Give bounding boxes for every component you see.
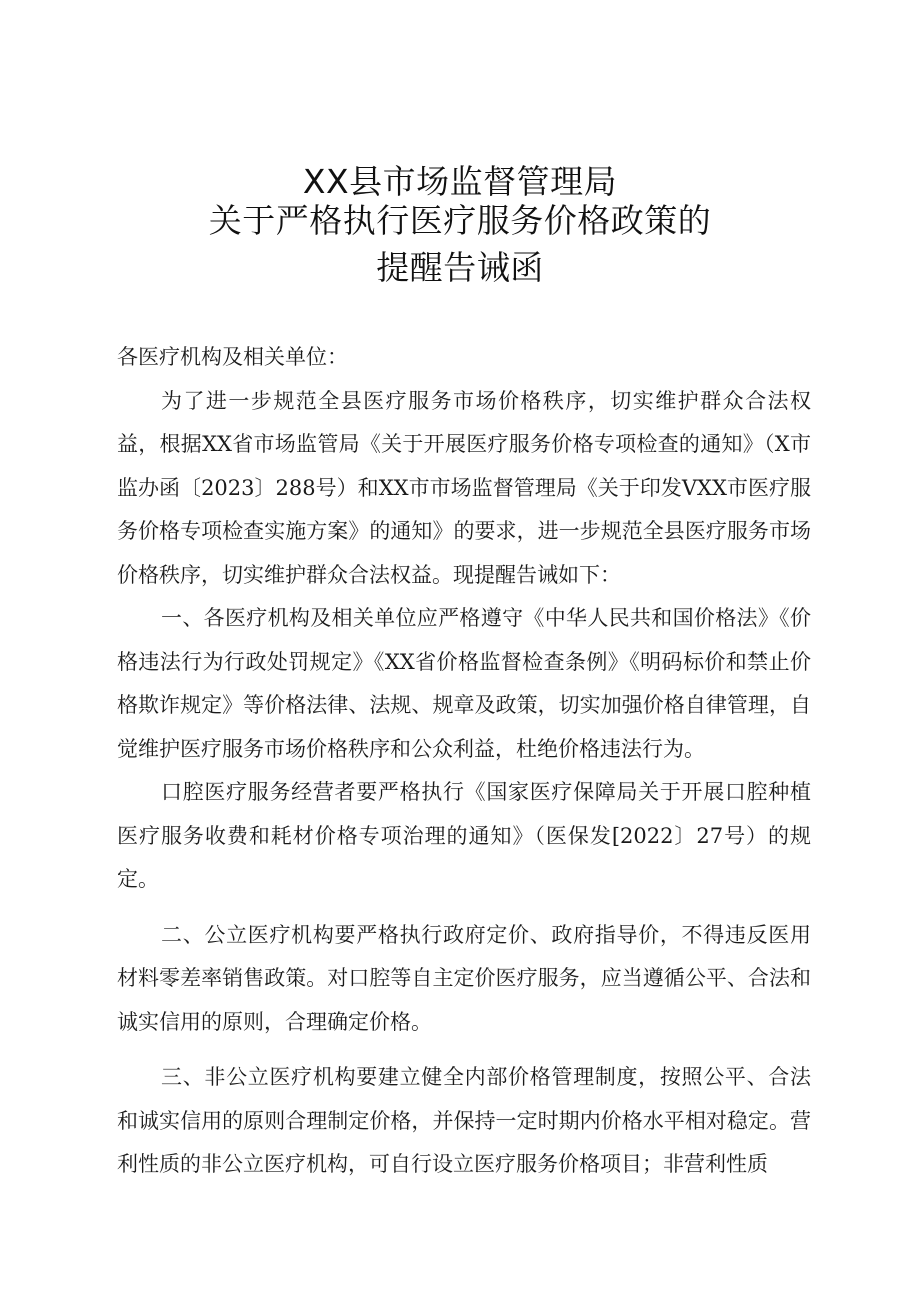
salutation: 各医疗机构及相关单位： [117, 345, 348, 369]
paragraph-item-3: 三、非公立医疗机构要建立健全内部价格管理制度，按照公平、合法和诚实信用的原则合理制定价格，并保持一定时期内价格水平相对稳定。营利性质的非公立医疗机构，可自行设立医疗服务价格项目；非营利性质 [117, 1065, 811, 1176]
title-line-2: 关于严格执行医疗服务价格政策的 [208, 201, 712, 240]
paragraph-item-2: 二、公立医疗机构要严格执行政府定价、政府指导价，不得违反医用材料零差率销售政策。对口腔等自主定价医疗服务，应当遵循公平、合法和诚实信用的原则，合理确定价格。 [117, 922, 811, 1034]
paragraph-item-1: 一、各医疗机构及相关单位应严格遵守《中华人民共和国价格法》《价格违法行为行政处罚规定》《XX省价格监督检查条例》《明码标价和禁止价格欺诈规定》等价格法律、法规、规章及政策，切实加强价格自律管理，自觉维护医疗服务市场价格秩序和公众利益，杜绝价格违法行为。 [117, 606, 811, 761]
title-line-3: 提醒告诫函 [376, 248, 544, 287]
paragraph-dental: 口腔医疗服务经营者要严格执行《国家医疗保障局关于开展口腔种植医疗服务收费和耗材价格专项治理的通知》（医保发[2022〕27号）的规定。 [117, 780, 811, 891]
paragraph-intro: 为了进一步规范全县医疗服务市场价格秩序，切实维护群众合法权益，根据XX省市场监管局《关于开展医疗服务价格专项检查的通知》（X市监办函〔2023〕288号）和XX市市场监督管理局《关于印发VXX市医疗服务价格专项检查实施方案》的通知》的要求，进一步规范全县医疗服务市场价格秩序，切实维护群众合法权益。现提醒告诫如下： [117, 388, 811, 587]
document-body [117, 336, 811, 1187]
title-line-1: XX县市场监督管理局 [302, 162, 618, 201]
